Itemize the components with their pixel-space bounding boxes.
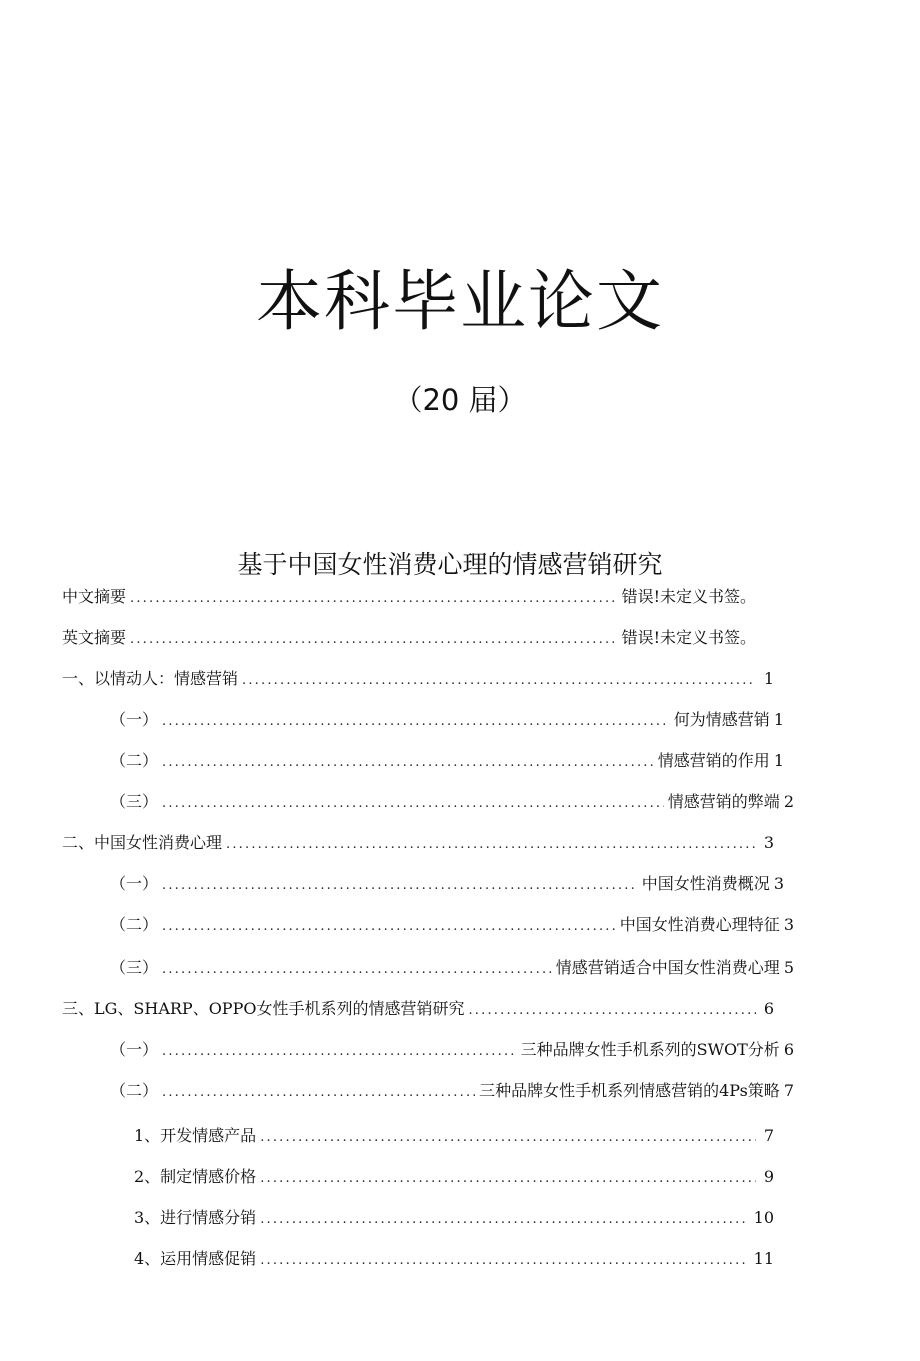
toc-entry[interactable]	[62, 987, 774, 1019]
toc-entry-page: 1	[763, 669, 774, 688]
toc-leader-dots	[242, 673, 756, 689]
toc-entry-page: 3	[773, 874, 784, 893]
toc-entry-page: 7	[783, 1081, 794, 1100]
toc-entry-label: （二）	[110, 1081, 159, 1100]
toc-leader-dots	[162, 962, 552, 978]
toc-leader-dots	[162, 796, 664, 812]
toc-entry-label: （三）	[110, 958, 159, 977]
toc-entry-label: 中文摘要	[62, 587, 127, 606]
toc-leader-dots	[162, 1085, 475, 1101]
toc-entry-page: 9	[763, 1167, 774, 1186]
toc-entry[interactable]	[110, 862, 784, 894]
toc-entry-label: 2、制定情感价格	[134, 1167, 257, 1186]
toc-entry-label: 4、运用情感促销	[134, 1249, 257, 1268]
toc-entry-label: （三）	[110, 792, 159, 811]
toc-entry-label: 三、LG、SHARP、OPPO女性手机系列的情感营销研究	[62, 999, 465, 1018]
toc-entry-label: （一）	[110, 1040, 159, 1059]
cover-main-title: 本科毕业论文	[256, 263, 664, 340]
toc-leader-dots	[130, 591, 614, 607]
toc-entry-page: 3	[783, 915, 794, 934]
toc-entry-page: 6	[783, 1040, 794, 1059]
toc-entry[interactable]	[62, 821, 774, 853]
toc-leader-dots	[260, 1212, 745, 1228]
toc-entry-title: 中国女性消费概况	[641, 874, 770, 893]
toc-entry-title: 三种品牌女性手机系列情感营销的4Ps策略	[479, 1081, 780, 1100]
toc-entry-page: 10	[753, 1208, 774, 1227]
toc-entry-page: 2	[783, 792, 794, 811]
toc-leader-dots	[162, 878, 638, 894]
toc-entry[interactable]	[62, 657, 774, 689]
toc-entry[interactable]	[62, 575, 756, 607]
toc-entry-label: 二、中国女性消费心理	[62, 833, 223, 852]
toc-entry-label: 3、进行情感分销	[134, 1208, 257, 1227]
toc-entry-title: 情感营销的弊端	[667, 792, 780, 811]
cover-year: （20 届）	[393, 383, 527, 417]
toc-entry[interactable]	[110, 698, 784, 730]
toc-leader-dots	[162, 919, 616, 935]
toc-entry[interactable]	[110, 946, 794, 978]
toc-entry[interactable]	[62, 616, 756, 648]
toc-leader-dots	[226, 837, 756, 853]
toc-entry[interactable]	[110, 1069, 794, 1101]
toc-entry-label: （一）	[110, 710, 159, 729]
toc-entry-page: 5	[783, 958, 794, 977]
toc-entry[interactable]	[134, 1155, 774, 1187]
toc-leader-dots	[130, 632, 614, 648]
toc-entry-label: （一）	[110, 874, 159, 893]
toc-entry-title: 情感营销的作用	[657, 751, 770, 770]
toc-entry-label: （二）	[110, 915, 159, 934]
toc-entry-label: 一、以情动人：情感营销	[62, 669, 239, 688]
toc-entry-page: 1	[773, 710, 784, 729]
toc-entry-title: 何为情感营销	[673, 710, 770, 729]
toc-leader-dots	[162, 755, 654, 771]
toc-leader-dots	[260, 1253, 745, 1269]
toc-entry-label: （二）	[110, 751, 159, 770]
toc-leader-dots	[162, 1044, 517, 1060]
toc-entry-title: 情感营销适合中国女性消费心理	[555, 958, 780, 977]
toc-entry[interactable]	[110, 903, 794, 935]
toc-entry[interactable]	[110, 1028, 794, 1060]
toc-entry-page: 错误!未定义书签。	[621, 587, 756, 606]
toc-entry-page: 11	[753, 1249, 774, 1268]
toc-entry-page: 3	[763, 833, 774, 852]
toc-entry-title: 三种品牌女性手机系列的SWOT分析	[520, 1040, 780, 1059]
toc-entry-label: 英文摘要	[62, 628, 127, 647]
toc-entry-page: 7	[763, 1126, 774, 1145]
toc-entry-title: 中国女性消费心理特征	[619, 915, 780, 934]
thesis-title: 基于中国女性消费心理的情感营销研究	[237, 550, 663, 579]
toc-entry[interactable]	[134, 1196, 774, 1228]
toc-leader-dots	[260, 1130, 756, 1146]
toc-entry[interactable]	[110, 780, 794, 812]
toc-entry-page: 错误!未定义书签。	[621, 628, 756, 647]
toc-entry[interactable]	[134, 1237, 774, 1269]
toc-entry-page: 6	[763, 999, 774, 1018]
toc-entry[interactable]	[134, 1114, 774, 1146]
toc-leader-dots	[260, 1171, 756, 1187]
toc-entry-page: 1	[773, 751, 784, 770]
toc-entry[interactable]	[110, 739, 784, 771]
toc-leader-dots	[468, 1003, 755, 1019]
toc-leader-dots	[162, 714, 670, 730]
toc-entry-label: 1、开发情感产品	[134, 1126, 257, 1145]
